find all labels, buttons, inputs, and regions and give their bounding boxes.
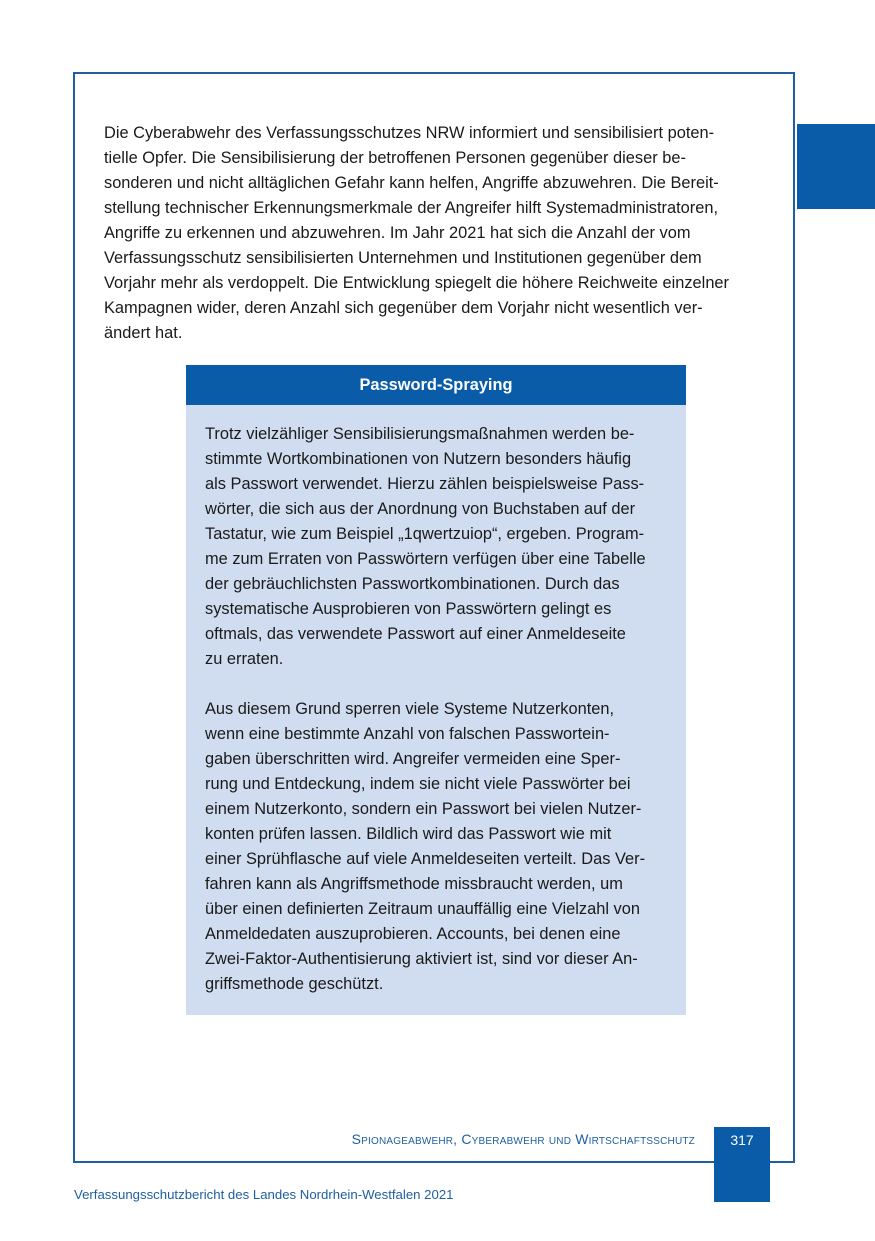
- infobox-line: konten prüfen lassen. Bildlich wird das Passwort wie mit: [205, 825, 612, 843]
- infobox-line: als Passwort verwendet. Hierzu zählen beispielsweise Pass-: [205, 475, 645, 493]
- infobox-line: der gebräuchlichsten Passwortkombinationen. Durch das: [205, 575, 620, 593]
- report-title: Verfassungsschutzbericht des Landes Nordrhein-Westfalen 2021: [74, 1187, 454, 1202]
- infobox-body: [186, 405, 686, 997]
- infobox-line: Zwei-Faktor-Authentisierung aktiviert ist, sind vor dieser An-: [205, 950, 638, 968]
- page-number: 317: [730, 1132, 754, 1148]
- page-number-box: [714, 1127, 770, 1202]
- infobox-paragraph-2: [205, 697, 668, 997]
- intro-line: ändert hat.: [104, 324, 183, 342]
- infobox-line: griffsmethode geschützt.: [205, 975, 384, 993]
- infobox-line: wenn eine bestimmte Anzahl von falschen Passwortein-: [205, 725, 610, 743]
- infobox-line: me zum Erraten von Passwörtern verfügen über eine Tabelle: [205, 550, 646, 568]
- intro-line: stellung technischer Erkennungsmerkmale der Angreifer hilft Systemadministratoren,: [104, 199, 719, 217]
- infobox-line: fahren kann als Angriffsmethode missbraucht werden, um: [205, 875, 623, 893]
- infobox-line: systematische Ausprobieren von Passwörtern gelingt es: [205, 600, 612, 618]
- chapter-tab-marker: [797, 124, 875, 209]
- intro-line: Angriffe zu erkennen und abzuwehren. Im Jahr 2021 hat sich die Anzahl der vom: [104, 224, 691, 242]
- infobox-line: zu erraten.: [205, 650, 284, 668]
- intro-line: Kampagnen wider, deren Anzahl sich gegenüber dem Vorjahr nicht wesentlich ver-: [104, 299, 703, 317]
- infobox-line: Anmeldedaten auszuprobieren. Accounts, bei denen eine: [205, 925, 621, 943]
- infobox-line: Aus diesem Grund sperren viele Systeme Nutzerkonten,: [205, 700, 615, 718]
- intro-line: tielle Opfer. Die Sensibilisierung der betroffenen Personen gegenüber dieser be-: [104, 149, 686, 167]
- intro-line: Verfassungsschutz sensibilisierten Unternehmen und Institutionen gegenüber dem: [104, 249, 702, 267]
- intro-line: Die Cyberabwehr des Verfassungsschutzes NRW informiert und sensibilisiert poten-: [104, 124, 715, 142]
- intro-paragraph: [104, 121, 772, 346]
- infobox-line: einem Nutzerkonto, sondern ein Passwort bei vielen Nutzer-: [205, 800, 642, 818]
- infobox-line: einer Sprühflasche auf viele Anmeldeseiten verteilt. Das Ver-: [205, 850, 646, 868]
- infobox-line: oftmals, das verwendete Passwort auf einer Anmeldeseite: [205, 625, 626, 643]
- chapter-running-title: Spionageabwehr, Cyberabwehr und Wirtschaftsschutz: [351, 1131, 695, 1147]
- infobox-line: Tastatur, wie zum Beispiel „1qwertzuiop“, ergeben. Program-: [205, 525, 645, 543]
- intro-line: sonderen und nicht alltäglichen Gefahr kann helfen, Angriffe abzuwehren. Die Bereit-: [104, 174, 719, 192]
- infobox-line: gaben überschritten wird. Angreifer vermeiden eine Sper-: [205, 750, 621, 768]
- password-spraying-infobox: [186, 365, 686, 1015]
- infobox-line: wörter, die sich aus der Anordnung von Buchstaben auf der: [205, 500, 636, 518]
- infobox-title: Password-Spraying: [186, 365, 686, 405]
- infobox-paragraph-1: [205, 422, 668, 672]
- intro-line: Vorjahr mehr als verdoppelt. Die Entwicklung spiegelt die höhere Reichweite einzelner: [104, 274, 730, 292]
- infobox-line: stimmte Wortkombinationen von Nutzern besonders häufig: [205, 450, 632, 468]
- infobox-line: Trotz vielzähliger Sensibilisierungsmaßnahmen werden be-: [205, 425, 635, 443]
- infobox-line: rung und Entdeckung, indem sie nicht viele Passwörter bei: [205, 775, 631, 793]
- infobox-line: über einen definierten Zeitraum unauffällig eine Vielzahl von: [205, 900, 640, 918]
